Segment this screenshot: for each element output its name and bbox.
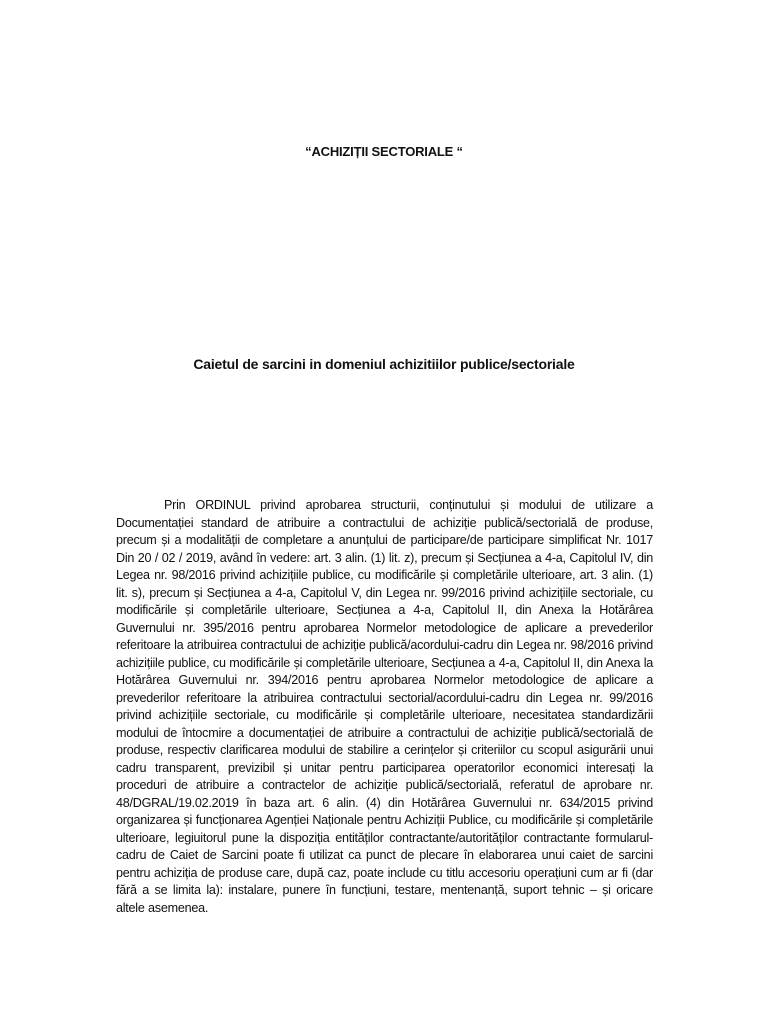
document-title: “ACHIZIȚII SECTORIALE “: [305, 144, 463, 159]
body-paragraph: Prin ORDINUL privind aprobarea structurii, conținutului și modului de utilizare a Documentației standard de atribuire a contractului de achiziție publică/sectorială de produse, precum și a modalității de completare a anunțului de participare/de participare simplificat Nr. 1017 Din 20 / 02 / 2019, având în vedere: art. 3 alin. (1) lit. z), precum și Secțiunea a 4-a, Capitolul IV, din Legea nr. 98/2016 privind achizițiile publice, cu modificările și completările ulterioare, art. 3 alin. (1) lit. s), precum și Secțiunea a 4-a, Capitolul V, din Legea nr. 99/2016 privind achizițiile sectoriale, cu modificările și completările ulterioare, Secțiunea a 4-a, Capitolul II, din Anexa la Hotărârea Guvernului nr. 395/2016 pentru aprobarea Normelor metodologice de aplicare a prevederilor referitoare la atribuirea contractului de achiziție publică/acordului-cadru din Legea nr. 98/2016 privind achizițiile publice, cu modificările și completările ulterioare, Secțiunea a 4-a, Capitolul II, din Anexa la Hotărârea Guvernului nr. 394/2016 pentru aprobarea Normelor metodologice de aplicare a prevederilor referitoare la atribuirea contractului sectorial/acordului-cadru din Legea nr. 99/2016 privind achizițiile sectoriale, cu modificările și completările ulterioare, necesitatea standardizării modului de întocmire a documentației de atribuire a contractului de achiziție publică/sectorială de produse, respectiv clarificarea modului de stabilire a cerințelor și criteriilor cu scopul asigurării unui cadru transparent, previzibil și unitar pentru participarea operatorilor economici interesați la proceduri de atribuire a contractelor de achiziție publică/sectorială, referatul de aprobare nr. 48/DGRAL/19.02.2019 în baza art. 6 alin. (4) din Hotărârea Guvernului nr. 634/2015 privind organizarea și funcționarea Agenției Naționale pentru Achiziții Publice, cu modificările și completările ulterioare, legiuitorul pune la dispoziția entităților contractante/autorităților contractante formularul-cadru de Caiet de Sarcini poate fi utilizat ca punct de plecare în elaborarea unui caiet de sarcini pentru achiziția de produse care, după caz, poate include cu titlu accesoriu operațiuni cum ar fi (dar fără a se limita la): instalare, punere în funcțiuni, testare, mentenanță, suport tehnic – și oricare altele asemenea.: [116, 498, 653, 915]
document-subtitle: Caietul de sarcini in domeniul achizitiilor publice/sectoriale: [193, 356, 575, 372]
